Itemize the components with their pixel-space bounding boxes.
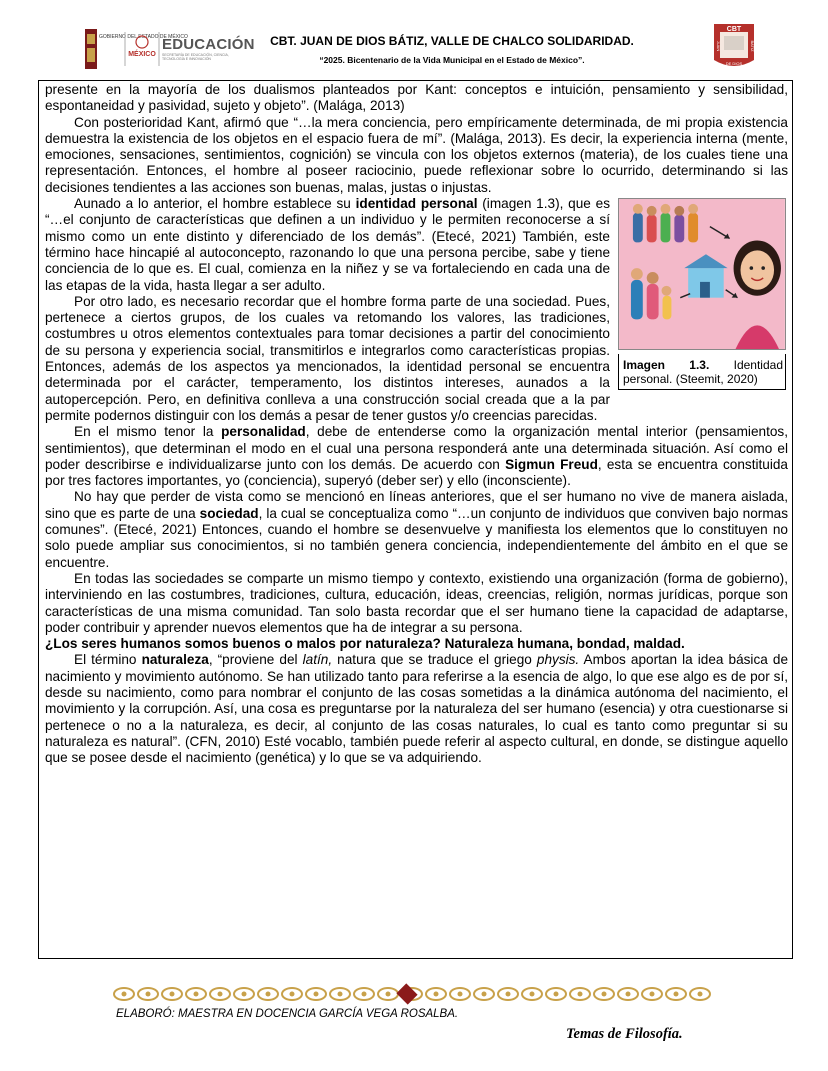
term-identidad-personal: identidad personal (355, 196, 478, 212)
ornament-dot (530, 992, 535, 997)
ornament-center-diamond (396, 983, 417, 1004)
ornament-dot (458, 992, 463, 997)
figure-caption (618, 354, 786, 390)
ornament-dot (122, 992, 127, 997)
ornament-dot (698, 992, 703, 997)
course-name: Temas de Filosofía. (566, 1026, 683, 1042)
ornament-dot (266, 992, 271, 997)
ornament-dot (506, 992, 511, 997)
page-header (0, 0, 828, 80)
figure-identidad-personal (618, 198, 786, 390)
ornament-dot (626, 992, 631, 997)
figure-caption-text: Identidad personal. (Steemit, 2020) (623, 358, 783, 387)
paragraph-7: En todas las sociedades se comparte un mismo tiempo y contexto, existiendo una organización (forma de gobierno), interviniendo en las costumbres, tradiciones, cultura, educación, ideas, creencias, religión, normas jurídicas, porque son características de una misma comunidad. Tan solo basta recordar que el ser humano tiene la capacidad de adaptarse, poder contribuir y aprender nuevos elementos que ha de integrar a su persona. (45, 570, 788, 635)
ornament-dot (242, 992, 247, 997)
term-sociedad: sociedad (199, 505, 259, 521)
ornament-dot (218, 992, 223, 997)
school-title: CBT. JUAN DE DIOS BÁTIZ, VALLE DE CHALCO SOLIDARIDAD. (270, 34, 634, 48)
educacion-logo-subtext: SECRETARÍA DE EDUCACIÓN, CIENCIA, TECNOLOGÍA E INNOVACIÓN (162, 53, 229, 61)
figure-caption-label: Imagen 1.3. (623, 358, 710, 373)
ornament-dot (578, 992, 583, 997)
term-naturaleza: naturaleza (141, 652, 209, 668)
ornament-dot (314, 992, 319, 997)
main-text-box (38, 80, 793, 959)
ornament-dot (362, 992, 367, 997)
cbt-shield-logo (712, 22, 756, 72)
educacion-logo (162, 36, 255, 66)
cbt-logo-left-text: JUAN (716, 40, 721, 52)
ornament-dot (386, 992, 391, 997)
mexico-logo-text: MÉXICO (128, 51, 156, 58)
paragraph-8: El término naturaleza, “proviene del latín, natura que se traduce el griego physis. Ambos aportan la idea básica de nacimiento y movimiento autónomo. Se han utilizado tanto para referirse a la esencia de algo, lo que ese algo es de por sí, desde su nacimiento, como para nombrar el conjunto de las cosas sometidas a la dinámica autónoma del nacimiento, el movimiento y la corrupción. Así, una cosa es preguntarse por la naturaleza del ser humano (esencia) y otra cuestionarse si pertenece o no a la naturaleza, es decir, al conjunto de las cosas naturales, lo cual es tanto como preguntar si su naturaleza es natural”. (CFN, 2010) Esté vocablo, también puede referir al aspecto cultural, en donde, se distingue aquello que se posee desde el nacimiento (genética) y lo que se va adquiriendo. (45, 652, 789, 766)
ornament-dot (482, 992, 487, 997)
cbt-logo-text: CBT (726, 26, 742, 33)
cbt-logo-right-text: BATIZ (750, 40, 755, 52)
gobierno-edomex-logo (84, 28, 188, 70)
ornament-dot (170, 992, 175, 997)
header-motto: “2025. Bicentenario de la Vida Municipal en el Estado de México”. (319, 55, 585, 65)
term-sigmun-freud: Sigmun Freud (505, 456, 598, 472)
ornament-dot (650, 992, 655, 997)
paragraph-2: Con posterioridad Kant, afirmó que “…la mera conciencia, pero empíricamente determinada, de mi propia existencia demuestra la existencia de los objetos en el espacio fuera de mí”. (Malága, 2013). Es decir, la experiencia interna (mente, emociones, sensaciones, sentimientos, cognición) se vincula con los objetos externos (materia), de los cuales tiene una representación. Entonces, el hombre al poseer raciocinio, puede reflexionar sobre lo ocurrido, determinando si las decisiones tendientes a las acciones son buenas, malas, justas o injustas. (45, 114, 788, 195)
ornament-dot (194, 992, 199, 997)
decorative-border-ornament (112, 985, 702, 1003)
author-credit: ELABORÓ: MAESTRA EN DOCENCIA GARCÍA VEGA ROSALBA. (116, 1008, 459, 1020)
ornament-dot (674, 992, 679, 997)
paragraph-6: No hay que perder de vista como se mencionó en líneas anteriores, que el ser humano no vive de manera aislada, sino que es parte de una sociedad, la cual se conceptualiza como “…un conjunto de individuos que conviven bajo normas comunes”. (Etecé, 2021) Entonces, cuando el hombre se desenvuelve y manifiesta los elementos que lo constituyen no solo puede ampliar sus conocimientos, si no también genera conciencia, independientemente del ámbito en el que se encuentre. (45, 489, 788, 570)
ornament-dot (338, 992, 343, 997)
term-personalidad: personalidad (221, 424, 306, 440)
paragraph-4: Por otro lado, es necesario recordar que el hombre forma parte de una sociedad. Pues, pertenece a ciertos grupos, de los cuales va retomando los valores, las tradiciones, costumbres u otros elementos contextuales para tomar decisiones a partir del conocimiento de su persona y experiencia social, transmitirlos e integrarlos como características propias. Entonces, además de los aspectos ya mencionados, la identidad personal se encuentra determinada por el carácter, temperamento, los distintos intereses, aunados a la autopercepción. Pero, en definitiva conlleva a una construcción social creada que a la par permite podernos distinguir con los demás a pesar de tener gustos y/o creencias parecidas. (45, 293, 610, 423)
gobierno-logo-text: GOBIERNO DEL ESTADO DE MÉXICO (99, 34, 188, 40)
section-heading: ¿Los seres humanos somos buenos o malos por naturaleza? Naturaleza humana, bondad, maldad. (45, 636, 685, 652)
identity-illustration (618, 198, 786, 350)
ornament-dot (290, 992, 295, 997)
crowd-figures (633, 204, 698, 242)
paragraph-5: En el mismo tenor la personalidad, debe de entenderse como la organización mental interior (pensamientos, sentimientos), que determinan el modo en el cual una persona responderá ante una determinada situación. Así como el poder describirse e individualizarse junto con los demás. De acuerdo con Sigmun Freud, esta se encuentra constituida por tres factores importantes, yo (conciencia), superyó (deber ser) y ello (inconsciente). (45, 424, 788, 489)
ornament-dot (146, 992, 151, 997)
ornament-dot (434, 992, 439, 997)
cbt-logo-bottom-text: DE DIOS (725, 61, 743, 66)
educacion-logo-text: EDUCACIÓN (162, 36, 255, 53)
paragraph-1: presente en la mayoría de los dualismos planteados por Kant: conceptos e intuición, pensamiento y sensibilidad, espontaneidad y pasividad, sujeto y objeto”. (Malága, 2013) (45, 82, 788, 114)
mexico-logo (124, 30, 160, 68)
paragraph-3: Aunado a lo anterior, el hombre establece su identidad personal (imagen 1.3), que es “…el conjunto de características que definen a un individuo y le permiten reconocerse a sí mismo como un ente distinto y diferenciado de los demás”. (Etecé, 2021) También, este término hace hincapié al autoconcepto, razonando lo que una persona percibe, sabe y tiene conciencia de lo que es. El cual, comienza en la niñez y se va fortaleciendo en cada una de las etapas de la vida, hasta llegar a ser adulto. (45, 196, 610, 293)
ornament-dot (602, 992, 607, 997)
ornament-dot (554, 992, 559, 997)
